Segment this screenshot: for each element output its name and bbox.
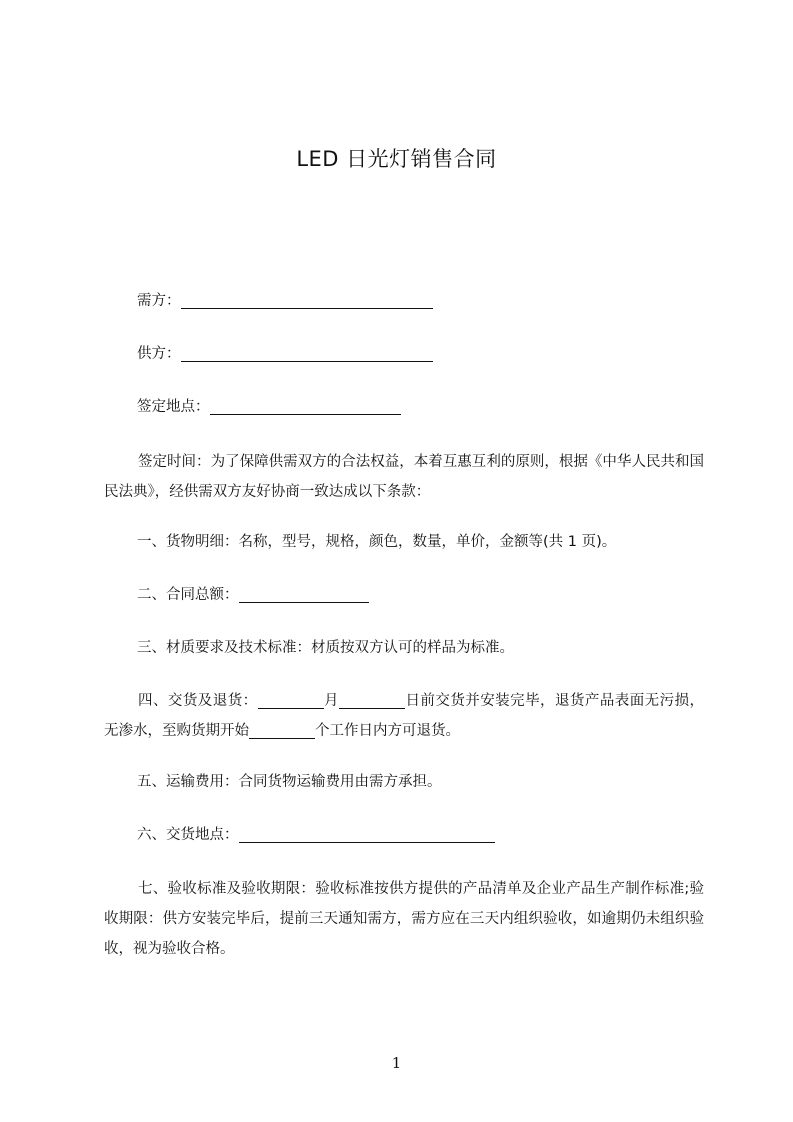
supplier-blank bbox=[181, 343, 433, 362]
clause-4-prefix: 四、交货及退货： bbox=[138, 693, 258, 709]
buyer-blank bbox=[181, 290, 433, 309]
clause-7-paragraph: 七、验收标准及验收期限：验收标准按供方提供的产品清单及企业产品生产制作标准;验收期限：供方安装完毕后，提前三天通知需方，需方应在三天内组织验收，如逾期仍未组织验收，视为验收合格。 bbox=[104, 881, 704, 957]
clause-4-month: 月 bbox=[323, 693, 340, 709]
clause-5: 五、运输费用：合同货物运输费用由需方承担。 bbox=[137, 774, 442, 790]
delivery-month-blank bbox=[258, 690, 324, 709]
supplier-line bbox=[137, 339, 433, 369]
supplier-label: 供方： bbox=[137, 346, 181, 362]
clause-4-mid: 日前交货并安装完毕，退货产品表面无污损，无渗水，至购货期开始 bbox=[104, 693, 705, 739]
clause-6-line bbox=[137, 820, 495, 850]
return-days-blank bbox=[249, 720, 315, 739]
clause-4-paragraph bbox=[104, 686, 704, 746]
clause-1: 一、货物明细：名称，型号，规格，颜色，数量，单价，金额等(共 1 页)。 bbox=[137, 534, 617, 550]
clause-4-suffix: 个工作日内方可退货。 bbox=[315, 723, 460, 739]
sign-place-line bbox=[137, 392, 401, 422]
clause-3: 三、材质要求及技术标准：材质按双方认可的样品为标准。 bbox=[137, 640, 514, 656]
clause-2-line bbox=[137, 580, 369, 610]
contract-total-blank bbox=[239, 584, 369, 603]
sign-place-label: 签定地点： bbox=[137, 399, 210, 415]
sign-time-paragraph: 签定时间：为了保障供需双方的合法权益，本着互惠互利的原则，根据《中华人民共和国民法典》，经供需双方友好协商一致达成以下条款： bbox=[104, 454, 704, 500]
sign-place-blank bbox=[210, 396, 401, 415]
buyer-line bbox=[137, 286, 433, 316]
document-title: LED 日光灯销售合同 bbox=[296, 147, 497, 171]
clause-2-label: 二、合同总额： bbox=[137, 587, 239, 603]
delivery-day-blank bbox=[339, 690, 405, 709]
delivery-place-blank bbox=[239, 824, 495, 843]
buyer-label: 需方： bbox=[137, 293, 181, 309]
page-number: 1 bbox=[391, 1054, 402, 1072]
clause-6-label: 六、交货地点： bbox=[137, 827, 239, 843]
